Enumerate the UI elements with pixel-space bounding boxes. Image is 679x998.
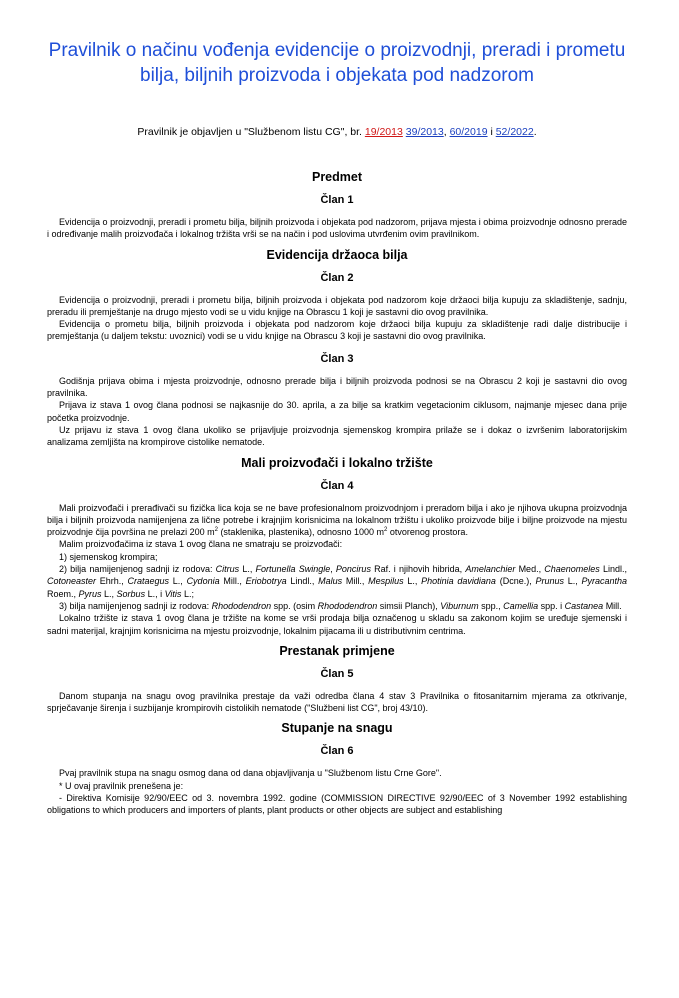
article-3-paragraph-1: Godišnja prijava obima i mjesta proizvodnje, odnosno prerade bilja i biljnih proizvoda podnosi se na Obrascu 2 koji je sastavni dio ovog pravilnika.	[47, 375, 627, 399]
gazette-link-60-2019[interactable]: 60/2019	[449, 126, 488, 138]
article-1-paragraph-1: Evidencija o proizvodnji, preradi i prometu bilja, biljnih proizvoda i objekata pod nadzorom, prijava mjesta i obima proizvodnje odnosno prerade i određivanje malih proizvođača i lokalnog tržišta vrši se na način i pod uslovima utvrđenim ovim pravilnikom.	[47, 217, 627, 240]
article-3-paragraph-2: Prijava iz stava 1 ovog člana podnosi se najkasnije do 30. aprila, a za bilje sa kratkim vegetacionim ciklusom, najmanje mjesec dana prije početka proizvodnje.	[47, 400, 627, 423]
article-4-paragraph-3: Lokalno tržište iz stava 1 ovog člana je tržište na kome se vrši prodaja bilja označenog u skladu sa zakonom kojim se uređuje sjemenski i sadni materijal, krajnjim korisnicima na mjestu proizvodnje, lokalnim pijacama ili u distributivnim centrima.	[47, 613, 627, 636]
article-6-paragraph-3: - Direktiva Komisije 92/90/EEC od 3. novembra 1992. godine (COMMISSION DIRECTIVE 92/90/EEC of 3 November 1992 establishing obligations to which producers and importers of plants, plant products or other objects are subject and establishing	[47, 793, 627, 816]
article-heading-4: Član 4	[320, 479, 354, 492]
document-title: Pravilnik o načinu vođenja evidencije o proizvodnji, preradi i prometu bilja, biljnih proizvoda i objekata pod nadzorom	[48, 40, 626, 86]
section-heading-evidencija: Evidencija držaoca bilja	[266, 247, 408, 262]
article-heading-5: Član 5	[320, 667, 354, 680]
publication-note: Pravilnik je objavljen u "Službenom listu CG", br. 19/2013 39/2013, 60/2019 i 52/2022.	[137, 126, 537, 138]
article-4-paragraph-2: Malim proizvođačima iz stava 1 ovog člana ne smatraju se proizvođači:	[59, 539, 343, 550]
article-4-paragraph-1: Mali proizvođači i prerađivači su fizička lica koja se ne bave profesionalnom proizvodnjom i preradom bilja i ako je njihova ukupna proizvodnja bilja i biljnih proizvoda namijenjena za lične potrebe i krajnjim korisnicima na lokalnom tržištu i ukoliko proizvode bilje i biljne proizvode na mjestu proizvodnje čija površina ne prelazi 200 $m^2$ (staklenika, plastenika), odnosno 1000 $m^2$ otvorenog prostora.	[47, 502, 627, 538]
article-2-paragraph-1: Evidencija o proizvodnji, preradi i prometu bilja, biljnih proizvoda i objekata pod nadzorom koje držaoci bilja kupuju za skladištenje, sadnju, preradu ili premještanje na drugo mjesto vodi se u vidu knjige na Obrascu 1 koji je sastavni dio ovog pravilnika.	[47, 294, 627, 317]
gazette-link-39-2013[interactable]: 39/2013	[405, 126, 444, 138]
article-heading-2: Član 2	[320, 271, 354, 284]
gazette-link-52-2022[interactable]: 52/2022	[495, 126, 534, 138]
article-5-paragraph-1: Danom stupanja na snagu ovog pravilnika prestaje da važi odredba člana 4 stav 3 Pravilnika o fitosanitarnim mjerama za otkrivanje, sprječavanje širenja i suzbijanje krompirovih cistolikih nematode ("Službeni list CG", broj 43/10).	[47, 690, 627, 714]
section-heading-prestanak: Prestanak primjene	[279, 643, 395, 658]
article-4-list-item-2: 2) bilja namijenjenog sadnji iz rodova: Citrus L., Fortunella Swingle, Poncirus Raf. i njihovih hibrida, Amelanchier Med., Chaenomeles Lindl., Cotoneaster Ehrh., Crataegus L., Cydonia Mill., Eriobotrya Lindl., Malus Mill., Mespilus L., Photinia davidiana (Dcne.), Prunus L., Pyracantha Roem., Pyrus L., Sorbus L., i Vitis L.;	[47, 564, 628, 599]
article-4-list-item-1: 1) sjemenskog krompira;	[59, 551, 158, 562]
article-4-list-item-3: 3) bilja namijenjenog sadnji iz rodova: Rhododendron spp. (osim Rhododendron simsii Planch), Viburnum spp., Camellia spp. i Castanea Mill.	[59, 600, 622, 611]
section-heading-predmet: Predmet	[311, 170, 363, 184]
section-heading-stupanje: Stupanje na snagu	[281, 721, 393, 736]
publication-prefix: Pravilnik je objavljen u "Službenom listu CG", br.	[137, 126, 365, 138]
article-6-paragraph-2: * U ovaj pravilnik prenešena je:	[59, 780, 184, 791]
article-3-paragraph-3: Uz prijavu iz stava 1 ovog člana ukoliko se prijavljuje proizvodnja sjemenskog krompira prilaže se i dokaz o izvršenim laboratorijskim analizama zemljišta na krompirove cistolike nematode.	[47, 424, 627, 448]
article-heading-3: Član 3	[320, 352, 354, 365]
article-heading-6: Član 6	[320, 745, 354, 758]
article-2-paragraph-2: Evidencija o prometu bilja, biljnih proizvoda i objekata pod nadzorom koje držaoci bilja kupuju za skladištenje radi dalje distribucije i premještanja (u daljem tekstu: uvoznici) vodi se u vidu knjige na Obrascu 3 koji je sastavni dio ovog pravilnika.	[47, 319, 627, 342]
section-heading-mali-proizvodjaci: Mali proizvođači i lokalno tržište	[241, 455, 433, 470]
document-page	[0, 38, 679, 998]
article-6-paragraph-1: Pvaj pravilnik stupa na snagu osmog dana od dana objavljivanja u "Službenom listu Crne Gore".	[59, 768, 442, 779]
gazette-link-19-2013[interactable]: 19/2013	[364, 126, 403, 138]
article-heading-1: Član 1	[320, 194, 354, 206]
